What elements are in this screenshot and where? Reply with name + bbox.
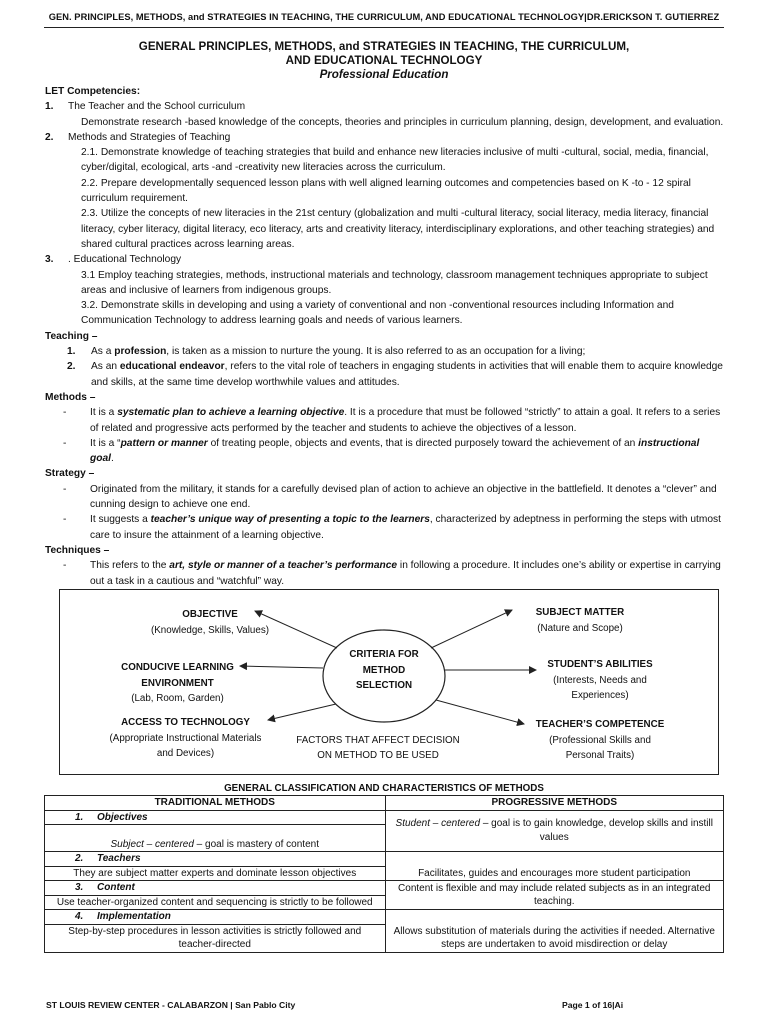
text-run: As an bbox=[91, 361, 120, 373]
table-row bbox=[45, 910, 724, 925]
methods-item bbox=[45, 405, 725, 436]
node-detail: (Nature and Scope) bbox=[537, 622, 623, 634]
traditional-cell: Use teacher-organized content and sequencing is strictly to be followed bbox=[45, 895, 386, 910]
table-header-row bbox=[45, 796, 724, 811]
teaching-item bbox=[45, 359, 725, 390]
category-label: Implementation bbox=[97, 911, 171, 922]
bold-term: profession bbox=[114, 346, 167, 358]
node-detail: and Devices) bbox=[156, 748, 215, 759]
emphasis: art, style or manner of a teacher’s performance bbox=[169, 560, 398, 572]
emphasis: teacher’s unique way of presenting a topic to the learners bbox=[150, 514, 430, 526]
competency-1 bbox=[45, 99, 725, 114]
text-run: of treating people, objects and events, that is directed purposely toward the achievement of an bbox=[207, 437, 639, 449]
emphasis: pattern or manner bbox=[120, 437, 208, 449]
progressive-cell: Content is flexible and may include related subjects as in an integrated teaching. bbox=[385, 881, 723, 910]
dash-bullet: - bbox=[63, 407, 67, 419]
column-header: PROGRESSIVE METHODS bbox=[385, 796, 723, 811]
item-number: 1. bbox=[67, 346, 76, 358]
emphasis: Subject – centered bbox=[110, 838, 194, 850]
text-run: , is taken as a mission to nurture the young. It is also referred to as an occupation for a living; bbox=[166, 346, 586, 358]
environment-node bbox=[90, 660, 265, 707]
strategy-item bbox=[45, 482, 725, 513]
method-selection-diagram bbox=[59, 589, 719, 775]
text-run: . It is a procedure that must be followed “strictly” to attain a goal. It refers to a series of related and progressive acts performed by the teacher and students to achieve the objectives of a lesson. bbox=[90, 407, 721, 434]
node-detail: Experiences) bbox=[571, 690, 629, 701]
competency-text: 3.2. Demonstrate skills in developing and using a variety of conventional and non -conventional resources including Information and Communication Technology to address learning goals and needs of various learners. bbox=[81, 300, 674, 327]
table-row bbox=[45, 810, 724, 825]
table-title: GENERAL CLASSIFICATION AND CHARACTERISTICS OF METHODS bbox=[224, 783, 544, 794]
node-title: ACCESS TO TECHNOLOGY bbox=[121, 717, 250, 728]
competency-text: 2.2. Prepare developmentally sequenced lesson plans with well aligned learning outcomes and competencies based on K -to - 12 spiral curriculum requirement. bbox=[81, 177, 691, 205]
bold-term: educational endeavor bbox=[119, 361, 225, 373]
footer-left: ST LOUIS REVIEW CENTER - CALABARZON | San Pablo City bbox=[46, 1000, 296, 1010]
methods-comparison-table bbox=[44, 795, 724, 953]
strategy-heading: Strategy – bbox=[45, 468, 95, 480]
progressive-cell bbox=[385, 810, 723, 852]
title-line-2: AND EDUCATIONAL TECHNOLOGY bbox=[285, 54, 483, 67]
teaching-heading: Teaching – bbox=[45, 330, 98, 342]
category-number: 2. bbox=[75, 853, 84, 864]
text-run: As a bbox=[91, 346, 115, 358]
text-run: . bbox=[110, 453, 114, 465]
criteria-center-label bbox=[324, 647, 444, 694]
document-title bbox=[0, 40, 768, 82]
technology-node bbox=[88, 715, 283, 762]
competency-3 bbox=[45, 252, 725, 267]
node-detail: (Knowledge, Skills, Values) bbox=[151, 624, 269, 636]
caption-line: ON METHOD TO BE USED bbox=[317, 750, 439, 761]
item-number: 2. bbox=[67, 361, 76, 373]
competency-text: Demonstrate research -based knowledge of the concepts, theories and principles in curriculum planning, design, development, and evaluation. bbox=[81, 116, 724, 128]
dash-bullet: - bbox=[63, 514, 67, 526]
competency-number: 2. bbox=[45, 131, 54, 143]
center-line: METHOD bbox=[362, 664, 406, 676]
competency-text: 2.1. Demonstrate knowledge of teaching strategies that build and enhance new literacies inclusive of multi -cultural, social, media, financial, cyber/digital, ecological, arts -and -creativity new literacies across the curriculum. bbox=[81, 147, 709, 174]
node-title: ENVIRONMENT bbox=[141, 677, 214, 689]
footer-page-number: Page 1 of 16|Ai bbox=[562, 1000, 624, 1010]
competency-title: Methods and Strategies of Teaching bbox=[68, 131, 231, 143]
running-header: GEN. PRINCIPLES, METHODS, and STRATEGIES IN TEACHING, THE CURRICULUM, AND EDUCATIONAL TECHNOLOGY|DR.ERICKSON T. GUTIERREZ bbox=[48, 12, 720, 22]
category-number: 1. bbox=[75, 811, 84, 823]
traditional-cell: They are subject matter experts and dominate lesson objectives bbox=[45, 866, 386, 881]
category-label: Content bbox=[97, 882, 135, 893]
text-run: , refers to the vital role of teachers in engaging students in activities that will enable them to acquire knowledge and skills, at the same time develop worthwhile values and attitudes. bbox=[91, 361, 723, 388]
center-line: CRITERIA FOR bbox=[349, 649, 419, 660]
category-cell bbox=[45, 881, 386, 896]
arrow-competence bbox=[436, 700, 524, 724]
methods-item bbox=[45, 436, 725, 467]
cell-text: Facilitates, guides and encourages more student participation bbox=[418, 867, 691, 879]
methods-heading: Methods – bbox=[45, 391, 96, 403]
emphasis: systematic plan to achieve a learning objective bbox=[117, 407, 345, 419]
competency-number: 3. bbox=[45, 254, 54, 266]
node-title: STUDENT’S ABILITIES bbox=[547, 659, 653, 670]
column-header: TRADITIONAL METHODS bbox=[45, 796, 386, 811]
title-line-1: GENERAL PRINCIPLES, METHODS, and STRATEGIES IN TEACHING, THE CURRICULUM, bbox=[138, 40, 630, 53]
main-body bbox=[45, 84, 725, 589]
techniques-item bbox=[45, 558, 725, 589]
category-number: 3. bbox=[75, 882, 84, 893]
text-run: , characterized by adeptness in performing the steps with utmost care to insure the attainment of a learning objective. bbox=[90, 514, 721, 541]
subject-node bbox=[490, 605, 670, 636]
text-run: This refers to the bbox=[90, 560, 170, 572]
category-label: Objectives bbox=[97, 811, 148, 823]
competency-number: 1. bbox=[45, 101, 54, 113]
node-title: TEACHER’S COMPETENCE bbox=[535, 719, 665, 730]
competence-node bbox=[520, 717, 680, 764]
objective-node bbox=[120, 607, 300, 638]
caption-line: FACTORS THAT AFFECT DECISION bbox=[296, 735, 460, 746]
header-rule bbox=[44, 27, 724, 28]
category-number: 4. bbox=[75, 911, 84, 922]
traditional-cell: Step-by-step procedures in lesson activities is strictly followed and teacher-directed bbox=[45, 924, 386, 952]
text-run: It is a bbox=[90, 407, 118, 419]
text-run: Originated from the military, it stands for a carefully devised plan of action to achieve an objective in the battlefield. It denotes a “clever” and cunning design to achieve one end. bbox=[90, 483, 717, 511]
competency-title: The Teacher and the School curriculum bbox=[68, 101, 246, 113]
node-title: OBJECTIVE bbox=[182, 609, 238, 620]
traditional-cell bbox=[45, 825, 386, 852]
center-line: SELECTION bbox=[355, 680, 413, 691]
category-cell bbox=[45, 852, 386, 867]
progressive-cell: Allows substitution of materials during the activities if needed. Alternative steps are undertaken to avoid misdirection or delay bbox=[385, 910, 723, 953]
category-label: Teachers bbox=[97, 853, 141, 864]
emphasis: Student – centered bbox=[395, 818, 481, 830]
abilities-node bbox=[520, 657, 680, 704]
node-detail: (Professional Skills and bbox=[549, 734, 651, 746]
text-run: It suggests a bbox=[90, 514, 151, 526]
progressive-cell bbox=[385, 852, 723, 881]
category-cell bbox=[45, 810, 386, 825]
cell-text: – goal is mastery of content bbox=[193, 838, 319, 850]
competency-2 bbox=[45, 130, 725, 145]
title-subtitle: Professional Education bbox=[319, 68, 449, 81]
competencies-heading: LET Competencies: bbox=[45, 86, 141, 97]
teaching-item bbox=[45, 344, 725, 359]
table-row bbox=[45, 852, 724, 867]
cell-text: – goal is to gain knowledge, develop skills and instill values bbox=[480, 818, 713, 843]
node-detail: Personal Traits) bbox=[565, 750, 635, 761]
diagram-caption bbox=[278, 733, 478, 763]
competency-text: 2.3. Utilize the concepts of new literacies in the 21st century (globalization and multi -cultural literacy, social literacy, media literacy, financial literacy, cyber literacy, digital literacy, eco literacy, arts and creativity literacy, interdisciplinary explorations, and other teaching strategies) and shared cultural practices across learning areas. bbox=[81, 208, 715, 250]
text-run: It is a “ bbox=[90, 437, 121, 449]
node-detail: (Appropriate Instructional Materials bbox=[109, 732, 262, 744]
dash-bullet: - bbox=[63, 437, 67, 449]
strategy-item bbox=[45, 512, 725, 543]
table-row bbox=[45, 881, 724, 896]
node-title: SUBJECT MATTER bbox=[535, 607, 625, 618]
emphasis: instructional goal bbox=[90, 437, 700, 465]
node-detail: (Interests, Needs and bbox=[553, 674, 647, 686]
competency-title: . Educational Technology bbox=[68, 254, 182, 266]
node-title: CONDUCIVE LEARNING bbox=[121, 662, 234, 673]
dash-bullet: - bbox=[63, 483, 67, 495]
category-cell bbox=[45, 910, 386, 925]
competency-text: 3.1 Employ teaching strategies, methods, instructional materials and technology, classroom management techniques appropriate to subject areas and inclusive of learners from indigenous groups. bbox=[81, 269, 708, 296]
node-detail: (Lab, Room, Garden) bbox=[131, 693, 224, 704]
text-run: in following a procedure. It includes one’s ability or expertise in carrying out a task in a cautious and “watchful” way. bbox=[90, 560, 721, 587]
techniques-heading: Techniques – bbox=[45, 544, 110, 556]
dash-bullet: - bbox=[63, 560, 67, 572]
